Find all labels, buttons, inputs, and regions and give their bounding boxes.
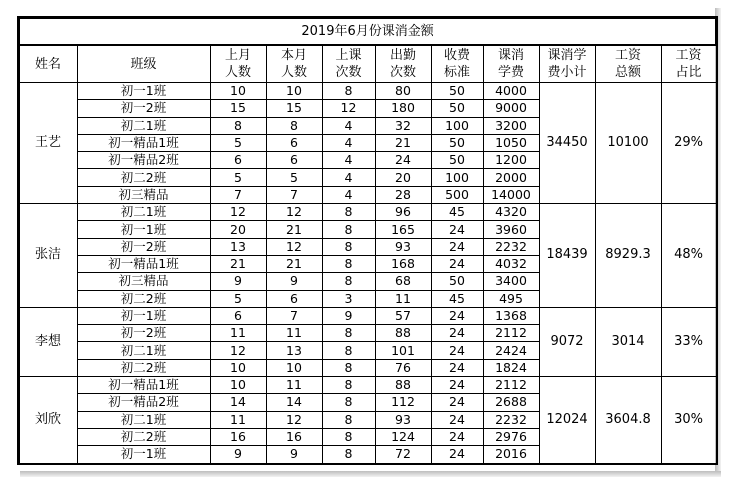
last-month-cell: 13: [210, 238, 266, 255]
last-month-cell: 7: [210, 186, 266, 203]
fee-standard-cell: 45: [431, 290, 483, 307]
salary-ratio-cell: 29%: [661, 83, 716, 204]
class-cell: 初一1班: [77, 307, 210, 324]
attendance-cell: 21: [375, 134, 431, 151]
course-fee-cell: 2000: [483, 169, 539, 186]
fee-standard-cell: 50: [431, 152, 483, 169]
sessions-cell: 8: [322, 83, 375, 100]
teacher-name-cell: 王艺: [19, 83, 77, 204]
header-this-month-count: 本月 人数: [266, 45, 322, 83]
last-month-cell: 11: [210, 411, 266, 428]
fee-standard-cell: 100: [431, 117, 483, 134]
fee-standard-cell: 24: [431, 428, 483, 445]
class-cell: 初二1班: [77, 117, 210, 134]
attendance-cell: 88: [375, 377, 431, 394]
subtotal-cell: 18439: [539, 204, 595, 308]
class-cell: 初一2班: [77, 100, 210, 117]
salary-total-cell: 8929.3: [595, 204, 661, 308]
class-cell: 初一精品1班: [77, 134, 210, 151]
this-month-cell: 5: [266, 169, 322, 186]
fee-standard-cell: 24: [431, 238, 483, 255]
table-row: [19, 377, 716, 394]
fee-standard-cell: 24: [431, 377, 483, 394]
class-cell: 初一1班: [77, 446, 210, 463]
sessions-cell: 8: [322, 428, 375, 445]
this-month-cell: 6: [266, 290, 322, 307]
sessions-cell: 4: [322, 134, 375, 151]
attendance-cell: 68: [375, 273, 431, 290]
class-cell: 初一精品2班: [77, 394, 210, 411]
fee-standard-cell: 24: [431, 411, 483, 428]
sessions-cell: 8: [322, 273, 375, 290]
fee-standard-cell: 24: [431, 359, 483, 376]
course-fee-cell: 2232: [483, 411, 539, 428]
attendance-cell: 32: [375, 117, 431, 134]
fee-standard-cell: 50: [431, 273, 483, 290]
course-fee-cell: 14000: [483, 186, 539, 203]
table-row: [19, 83, 716, 100]
salary-ratio-cell: 30%: [661, 377, 716, 463]
last-month-cell: 12: [210, 204, 266, 221]
class-cell: 初一精品2班: [77, 152, 210, 169]
attendance-cell: 96: [375, 204, 431, 221]
sessions-cell: 8: [322, 411, 375, 428]
class-cell: 初一2班: [77, 325, 210, 342]
last-month-cell: 6: [210, 152, 266, 169]
this-month-cell: 11: [266, 325, 322, 342]
sessions-cell: 8: [322, 446, 375, 463]
this-month-cell: 8: [266, 117, 322, 134]
teacher-name-cell: 李想: [19, 307, 77, 376]
header-attendance: 出勤 次数: [375, 45, 431, 83]
subtotal-cell: 12024: [539, 377, 595, 463]
subtotal-cell: 9072: [539, 307, 595, 376]
last-month-cell: 10: [210, 359, 266, 376]
attendance-cell: 57: [375, 307, 431, 324]
attendance-cell: 124: [375, 428, 431, 445]
course-fee-cell: 2112: [483, 377, 539, 394]
this-month-cell: 21: [266, 221, 322, 238]
last-month-cell: 15: [210, 100, 266, 117]
this-month-cell: 21: [266, 255, 322, 272]
course-fee-cell: 1050: [483, 134, 539, 151]
last-month-cell: 14: [210, 394, 266, 411]
attendance-cell: 168: [375, 255, 431, 272]
course-fee-cell: 3400: [483, 273, 539, 290]
course-fee-cell: 2976: [483, 428, 539, 445]
teacher-name-cell: 刘欣: [19, 377, 77, 463]
last-month-cell: 5: [210, 169, 266, 186]
attendance-cell: 80: [375, 83, 431, 100]
header-last-month-count: 上月 人数: [210, 45, 266, 83]
class-cell: 初一1班: [77, 221, 210, 238]
header-fee-standard: 收费 标准: [431, 45, 483, 83]
fee-standard-cell: 100: [431, 169, 483, 186]
last-month-cell: 5: [210, 134, 266, 151]
fee-standard-cell: 24: [431, 325, 483, 342]
fee-standard-cell: 24: [431, 221, 483, 238]
salary-ratio-cell: 48%: [661, 204, 716, 308]
header-course-fee: 课消 学费: [483, 45, 539, 83]
class-cell: 初一1班: [77, 83, 210, 100]
attendance-cell: 93: [375, 411, 431, 428]
sessions-cell: 8: [322, 377, 375, 394]
course-fee-cell: 3960: [483, 221, 539, 238]
course-fee-cell: 1824: [483, 359, 539, 376]
this-month-cell: 12: [266, 411, 322, 428]
course-fee-cell: 4000: [483, 83, 539, 100]
class-cell: 初二2班: [77, 428, 210, 445]
this-month-cell: 9: [266, 446, 322, 463]
salary-total-cell: 3604.8: [595, 377, 661, 463]
sessions-cell: 4: [322, 169, 375, 186]
class-cell: 初三精品: [77, 273, 210, 290]
salary-total-cell: 10100: [595, 83, 661, 204]
header-sessions: 上课 次数: [322, 45, 375, 83]
sessions-cell: 8: [322, 359, 375, 376]
course-fee-cell: 495: [483, 290, 539, 307]
last-month-cell: 12: [210, 342, 266, 359]
sessions-cell: 8: [322, 255, 375, 272]
this-month-cell: 7: [266, 186, 322, 203]
salary-total-cell: 3014: [595, 307, 661, 376]
sessions-cell: 8: [322, 394, 375, 411]
sessions-cell: 9: [322, 307, 375, 324]
salary-table: [18, 17, 717, 464]
this-month-cell: 15: [266, 100, 322, 117]
page-shadow-bottom: [20, 471, 721, 477]
course-fee-cell: 2016: [483, 446, 539, 463]
fee-standard-cell: 24: [431, 446, 483, 463]
course-fee-cell: 1368: [483, 307, 539, 324]
last-month-cell: 21: [210, 255, 266, 272]
table-row: [19, 307, 716, 324]
table-title: 2019年6月份课消金额: [19, 18, 716, 45]
this-month-cell: 11: [266, 377, 322, 394]
attendance-cell: 88: [375, 325, 431, 342]
sessions-cell: 4: [322, 186, 375, 203]
table-row: [19, 204, 716, 221]
sessions-cell: 4: [322, 117, 375, 134]
last-month-cell: 8: [210, 117, 266, 134]
fee-standard-cell: 24: [431, 394, 483, 411]
attendance-cell: 93: [375, 238, 431, 255]
attendance-cell: 24: [375, 152, 431, 169]
fee-standard-cell: 50: [431, 100, 483, 117]
last-month-cell: 20: [210, 221, 266, 238]
course-fee-cell: 1200: [483, 152, 539, 169]
this-month-cell: 13: [266, 342, 322, 359]
attendance-cell: 28: [375, 186, 431, 203]
last-month-cell: 11: [210, 325, 266, 342]
course-fee-cell: 4320: [483, 204, 539, 221]
course-fee-cell: 2112: [483, 325, 539, 342]
sessions-cell: 12: [322, 100, 375, 117]
header-name: 姓名: [19, 45, 77, 83]
attendance-cell: 20: [375, 169, 431, 186]
last-month-cell: 6: [210, 307, 266, 324]
class-cell: 初二1班: [77, 204, 210, 221]
last-month-cell: 9: [210, 446, 266, 463]
attendance-cell: 180: [375, 100, 431, 117]
last-month-cell: 9: [210, 273, 266, 290]
sessions-cell: 8: [322, 221, 375, 238]
salary-ratio-cell: 33%: [661, 307, 716, 376]
class-cell: 初一精品1班: [77, 377, 210, 394]
header-subtotal: 课消学 费小计: [539, 45, 595, 83]
course-fee-cell: 2232: [483, 238, 539, 255]
class-cell: 初二2班: [77, 290, 210, 307]
class-cell: 初二1班: [77, 342, 210, 359]
class-cell: 初一2班: [77, 238, 210, 255]
class-cell: 初一精品1班: [77, 255, 210, 272]
this-month-cell: 12: [266, 204, 322, 221]
attendance-cell: 72: [375, 446, 431, 463]
class-cell: 初二2班: [77, 359, 210, 376]
this-month-cell: 6: [266, 152, 322, 169]
sessions-cell: 8: [322, 325, 375, 342]
fee-standard-cell: 24: [431, 342, 483, 359]
course-fee-cell: 9000: [483, 100, 539, 117]
this-month-cell: 10: [266, 359, 322, 376]
sessions-cell: 8: [322, 342, 375, 359]
this-month-cell: 16: [266, 428, 322, 445]
fee-standard-cell: 45: [431, 204, 483, 221]
course-fee-cell: 3200: [483, 117, 539, 134]
attendance-cell: 101: [375, 342, 431, 359]
attendance-cell: 76: [375, 359, 431, 376]
sessions-cell: 8: [322, 204, 375, 221]
fee-standard-cell: 500: [431, 186, 483, 203]
header-row: [19, 45, 716, 83]
fee-standard-cell: 24: [431, 255, 483, 272]
fee-standard-cell: 50: [431, 134, 483, 151]
this-month-cell: 12: [266, 238, 322, 255]
subtotal-cell: 34450: [539, 83, 595, 204]
header-salary-total: 工资 总额: [595, 45, 661, 83]
last-month-cell: 10: [210, 83, 266, 100]
fee-standard-cell: 50: [431, 83, 483, 100]
class-cell: 初三精品: [77, 186, 210, 203]
sessions-cell: 4: [322, 152, 375, 169]
attendance-cell: 112: [375, 394, 431, 411]
header-class: 班级: [77, 45, 210, 83]
header-salary-ratio: 工资 占比: [661, 45, 716, 83]
course-fee-cell: 4032: [483, 255, 539, 272]
class-cell: 初二1班: [77, 411, 210, 428]
sessions-cell: 3: [322, 290, 375, 307]
last-month-cell: 5: [210, 290, 266, 307]
this-month-cell: 14: [266, 394, 322, 411]
this-month-cell: 7: [266, 307, 322, 324]
sessions-cell: 8: [322, 238, 375, 255]
last-month-cell: 16: [210, 428, 266, 445]
attendance-cell: 11: [375, 290, 431, 307]
class-cell: 初二2班: [77, 169, 210, 186]
attendance-cell: 165: [375, 221, 431, 238]
this-month-cell: 9: [266, 273, 322, 290]
this-month-cell: 10: [266, 83, 322, 100]
fee-standard-cell: 24: [431, 307, 483, 324]
course-fee-cell: 2688: [483, 394, 539, 411]
course-fee-cell: 2424: [483, 342, 539, 359]
this-month-cell: 6: [266, 134, 322, 151]
teacher-name-cell: 张洁: [19, 204, 77, 308]
last-month-cell: 10: [210, 377, 266, 394]
